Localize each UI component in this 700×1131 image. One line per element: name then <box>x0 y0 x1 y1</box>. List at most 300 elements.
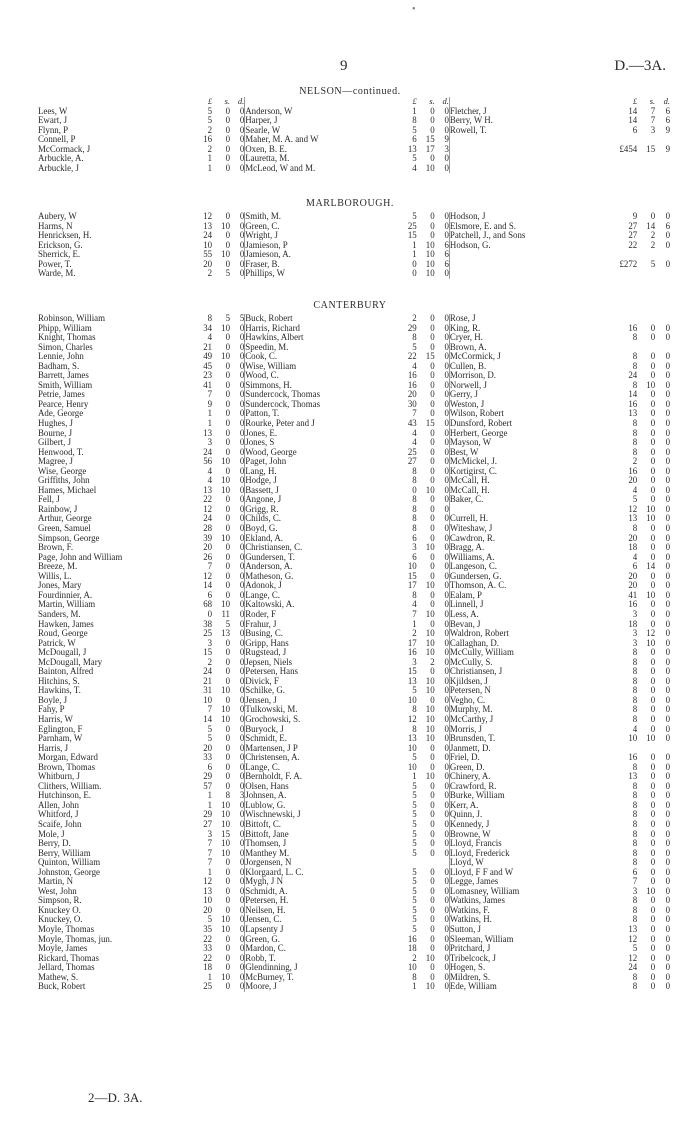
table-row <box>38 381 670 391</box>
amount-shillings: 0 <box>650 390 656 400</box>
amount-pounds: 25 <box>407 447 417 457</box>
payee-name: Cullen, B. <box>449 361 487 371</box>
payee-name: Jones, Mary <box>38 581 82 591</box>
amount-pence: 0 <box>230 553 245 563</box>
payee-name: Speedin, M. <box>245 342 289 352</box>
amount-shillings: 0 <box>225 447 230 457</box>
amount-pounds: 7 <box>207 390 213 400</box>
payee-name: Roud, George <box>38 629 88 639</box>
payee-name: Hodge, J <box>245 476 277 486</box>
amount-shillings: 0 <box>430 944 435 954</box>
payee-name: Ekland, A. <box>245 533 283 543</box>
payee-name: Lees, W <box>38 106 68 116</box>
amount-shillings: 0 <box>430 848 435 858</box>
payee-name: Wise, George <box>38 466 87 476</box>
amount-pence: 0 <box>230 145 245 155</box>
amount-shillings: 10 <box>425 581 435 591</box>
amount-shillings: 0 <box>225 753 230 763</box>
amount-pounds: 4 <box>412 163 417 173</box>
amount-shillings: 0 <box>650 829 656 839</box>
payee-name: Petersen, N <box>449 686 491 696</box>
payee-name: Brunsden, T. <box>449 734 496 744</box>
amount-pence: 0 <box>230 486 245 496</box>
amount-pounds: 5 <box>412 753 417 763</box>
payee-name: Glendinning, J <box>245 963 298 973</box>
amount-shillings: 0 <box>430 743 435 753</box>
amount-shillings: 10 <box>425 686 435 696</box>
amount-pence: 0 <box>230 107 245 117</box>
amount-pence <box>655 250 670 260</box>
amount-pence: 0 <box>665 667 670 677</box>
payee-name: Maher, M. A. and W <box>245 135 319 145</box>
amount-pence: 0 <box>665 361 670 371</box>
amount-pounds: 3 <box>412 657 417 667</box>
amount-pence: 0 <box>435 543 450 553</box>
amount-pounds: 8 <box>412 724 417 734</box>
amount-pence: 0 <box>665 657 670 667</box>
currency-header: d. <box>435 97 450 107</box>
amount-pence: 0 <box>435 877 450 887</box>
amount-pence: 0 <box>230 629 245 639</box>
payee-name: Lloyd, Frederick <box>449 848 510 858</box>
amount-shillings: 0 <box>650 686 656 696</box>
payee-name: Weston, J <box>449 399 485 409</box>
payee-name: Eglington, F <box>38 724 83 734</box>
amount-shillings: 0 <box>225 543 230 553</box>
amount-pounds: 55 <box>203 250 213 260</box>
payee-name: Harper, J <box>245 116 278 126</box>
amount-pence: 0 <box>230 648 245 658</box>
payee-name: Lang, H. <box>245 466 277 476</box>
table-row <box>38 324 670 334</box>
amount-pence: 6 <box>435 250 450 260</box>
amount-pounds: 8 <box>632 648 638 658</box>
amount-pence <box>655 135 670 145</box>
payee-name: McCormack, J <box>38 144 91 154</box>
amount-shillings: 0 <box>650 476 656 486</box>
payee-name: Frahur, J <box>245 619 277 629</box>
amount-pounds: 8 <box>632 447 638 457</box>
table-row <box>38 371 670 381</box>
payee-name: Buryock, J <box>245 724 284 734</box>
amount-shillings: 10 <box>425 714 435 724</box>
amount-pounds: 8 <box>632 972 638 982</box>
amount-pounds: 18 <box>407 944 417 954</box>
amount-pounds: 22 <box>203 495 213 505</box>
amount-pounds: 16 <box>628 600 638 610</box>
amount-pounds: 24 <box>628 371 638 381</box>
amount-pence: 6 <box>435 241 450 251</box>
payee-name: Jones, S <box>245 438 275 448</box>
amount-pence: 0 <box>230 820 245 830</box>
amount-pence: 0 <box>435 572 450 582</box>
amount-shillings: 0 <box>650 781 656 791</box>
table-row <box>38 896 670 906</box>
amount-shillings: 0 <box>225 163 230 173</box>
amount-shillings: 0 <box>225 125 230 135</box>
payee-name: Ade, George <box>38 409 84 419</box>
amount-pence: 9 <box>665 144 670 154</box>
table-row <box>38 791 670 801</box>
amount-pounds: 1 <box>207 791 213 801</box>
amount-pence: 0 <box>230 534 245 544</box>
print-mark: • <box>412 4 416 15</box>
amount-pence: 0 <box>435 164 450 174</box>
amount-pounds: 7 <box>207 562 213 572</box>
payee-name: Bourne, J <box>38 428 73 438</box>
amount-pounds: 10 <box>628 734 638 744</box>
amount-shillings: 0 <box>430 886 435 896</box>
payee-name: Hutchinson, E. <box>38 791 91 801</box>
amount-pence: 0 <box>230 801 245 811</box>
payee-name: Sundercock, Thomas <box>245 390 321 400</box>
payee-name: Phillips, W <box>245 269 286 279</box>
payee-name: Watkins, James <box>449 896 505 906</box>
table-row <box>38 954 670 964</box>
amount-pence: 0 <box>230 352 245 362</box>
amount-pence: 0 <box>665 944 670 954</box>
payee-name: Browne, W <box>449 829 491 839</box>
payee-name: Clithers, William. <box>38 781 102 791</box>
page-footer: 2—D. 3A. <box>88 1090 143 1105</box>
amount-pence: 0 <box>665 571 670 581</box>
table-row <box>38 801 670 811</box>
amount-pence: 0 <box>435 763 450 773</box>
amount-pounds: 41 <box>628 590 638 600</box>
payee-name: Bernholdt, F. A. <box>245 772 302 782</box>
amount-pounds: 25 <box>203 982 213 992</box>
table-row <box>38 495 670 505</box>
amount-shillings: 0 <box>225 743 230 753</box>
payee-name: Johnsen, A. <box>245 791 287 801</box>
payee-name: Berry, William <box>38 848 91 858</box>
amount-pence: 0 <box>435 648 450 658</box>
amount-pounds: 1 <box>412 772 417 782</box>
payee-name: Boyd, G. <box>245 524 278 534</box>
amount-pence: 0 <box>665 800 670 810</box>
amount-pounds: 1 <box>207 409 213 419</box>
amount-pence: 0 <box>230 212 245 222</box>
amount-shillings: 0 <box>225 953 230 963</box>
section-title-canterbury: CANTERBURY <box>313 300 387 311</box>
amount-pounds: 8 <box>632 428 638 438</box>
payee-name: Adonok, J <box>245 581 282 591</box>
amount-pence: 0 <box>435 400 450 410</box>
table-row <box>38 705 670 715</box>
payee-name: Williams, A. <box>449 552 495 562</box>
amount-shillings: 0 <box>650 676 656 686</box>
payee-name: Arbuckle, A. <box>38 154 84 164</box>
table-row <box>38 935 670 945</box>
amount-pence: 0 <box>230 381 245 391</box>
amount-pence: 0 <box>230 887 245 897</box>
amount-pence: 0 <box>665 466 670 476</box>
amount-shillings: 0 <box>430 447 435 457</box>
amount-shillings: 0 <box>225 524 230 534</box>
payee-name: King, R. <box>449 323 481 333</box>
amount-pence: 0 <box>435 667 450 677</box>
amount-pence: 0 <box>230 409 245 419</box>
payee-name: Ealam, P <box>449 590 482 600</box>
amount-shillings: 0 <box>650 877 656 887</box>
amount-shillings: 0 <box>650 533 656 543</box>
amount-shillings: 0 <box>430 800 435 810</box>
payee-name: Grochowski, S. <box>245 714 301 724</box>
amount-shillings: 8 <box>225 791 230 801</box>
payee-name: Lloyd, Francis <box>449 839 502 849</box>
amount-pence: 0 <box>665 409 670 419</box>
amount-pence: 0 <box>665 390 670 400</box>
amount-pence: 0 <box>665 619 670 629</box>
amount-pence: 0 <box>230 231 245 241</box>
payee-name: Best, W <box>449 447 479 457</box>
payee-name: Hitchins, S. <box>38 676 80 686</box>
amount-pence: 0 <box>435 448 450 458</box>
amount-pence: 0 <box>435 753 450 763</box>
amount-pounds: 4 <box>412 361 417 371</box>
table-row <box>38 620 670 630</box>
amount-pence: 0 <box>665 972 670 982</box>
amount-pounds: 5 <box>207 724 213 734</box>
payee-name: Cryer, H. <box>449 333 483 343</box>
payee-name: Kjildsen, J <box>449 676 488 686</box>
amount-pounds: 5 <box>632 944 638 954</box>
amount-pence: 0 <box>435 324 450 334</box>
amount-pence: 0 <box>665 676 670 686</box>
amount-pounds: 15 <box>407 231 417 241</box>
amount-pence: 0 <box>435 562 450 572</box>
payee-name: Brown, Thomas <box>38 762 96 772</box>
payee-name: Paget, John <box>245 457 287 467</box>
amount-shillings: 10 <box>425 705 435 715</box>
amount-pounds: 13 <box>203 221 213 231</box>
amount-pounds: 8 <box>632 781 638 791</box>
payee-name: Searle, W <box>245 125 281 135</box>
payee-name: Phipp, William <box>38 323 92 333</box>
amount-pence: 0 <box>230 658 245 668</box>
amount-pounds: 41 <box>203 380 213 390</box>
currency-header: £ <box>412 97 417 106</box>
amount-pounds: 12 <box>628 934 638 944</box>
amount-shillings: 0 <box>430 212 435 221</box>
amount-shillings: 3 <box>650 125 656 135</box>
amount-shillings: 0 <box>225 858 230 868</box>
amount-shillings: 10 <box>425 250 435 260</box>
amount-pounds: 10 <box>407 743 417 753</box>
table-row <box>38 514 670 524</box>
amount-pounds: 5 <box>207 734 213 744</box>
amount-shillings: 0 <box>430 915 435 925</box>
amount-shillings: 0 <box>225 590 230 600</box>
amount-shillings: 0 <box>650 609 656 619</box>
amount-shillings: 0 <box>430 314 435 323</box>
amount-pounds: 8 <box>632 800 638 810</box>
amount-pence: 0 <box>665 896 670 906</box>
amount-pounds: 14 <box>628 106 638 116</box>
amount-pence: 0 <box>230 772 245 782</box>
amount-pence: 0 <box>435 849 450 859</box>
amount-shillings: 0 <box>225 905 230 915</box>
amount-pounds: 10 <box>407 562 417 572</box>
payee-name: Rourke, Peter and J <box>245 419 315 429</box>
payee-name: Mole, J <box>38 829 65 839</box>
amount-shillings: 0 <box>225 428 230 438</box>
payee-name: Mildren, S. <box>449 972 491 982</box>
amount-shillings: 5 <box>225 619 230 629</box>
amount-pounds: 5 <box>412 686 417 696</box>
amount-pounds: 20 <box>203 743 213 753</box>
payee-name: Pritchard, J <box>449 944 491 954</box>
currency-header: s. <box>429 97 435 106</box>
amount-shillings: 0 <box>225 724 230 734</box>
amount-pounds: 24 <box>203 514 213 524</box>
amount-shillings: 0 <box>650 762 656 772</box>
amount-pounds: 12 <box>628 504 638 514</box>
amount-pence: 0 <box>435 658 450 668</box>
amount-pence: 0 <box>435 524 450 534</box>
payee-name: Mygh, J N <box>245 877 283 887</box>
amount-shillings: 0 <box>650 524 656 534</box>
table-row <box>38 476 670 486</box>
amount-shillings: 0 <box>225 648 230 658</box>
amount-pence: 0 <box>665 686 670 696</box>
amount-pounds: 2 <box>412 629 417 639</box>
amount-shillings: 0 <box>430 667 435 677</box>
amount-shillings: 0 <box>650 571 656 581</box>
amount-shillings: 11 <box>221 609 230 619</box>
marlborough-table <box>38 212 670 279</box>
payee-name: Currell, H. <box>449 514 489 524</box>
amount-pounds: 27 <box>628 231 638 241</box>
amount-shillings: 0 <box>225 657 230 667</box>
payee-name: Scaife, John <box>38 819 82 829</box>
amount-pence: 0 <box>665 371 670 381</box>
amount-shillings: 10 <box>221 686 230 696</box>
amount-shillings: 0 <box>430 323 435 333</box>
payee-name: Hames, Michael <box>38 485 97 495</box>
amount-pence: 0 <box>665 428 670 438</box>
payee-name: Harms, N <box>38 221 73 231</box>
amount-shillings: 0 <box>225 240 230 250</box>
amount-pounds: 6 <box>412 533 417 543</box>
amount-pence: 0 <box>435 222 450 232</box>
amount-shillings: 0 <box>650 982 656 992</box>
amount-pence: 0 <box>665 695 670 705</box>
amount-shillings: 0 <box>650 934 656 944</box>
table-row <box>38 429 670 439</box>
amount-pence <box>655 154 670 164</box>
amount-pence: 0 <box>230 543 245 553</box>
table-row <box>38 135 670 145</box>
amount-shillings <box>637 314 655 324</box>
payee-name: Manthey M. <box>245 848 290 858</box>
payee-name <box>449 260 607 270</box>
amount-shillings: 0 <box>225 466 230 476</box>
amount-shillings: 10 <box>221 839 230 849</box>
amount-pounds: 2 <box>412 314 417 323</box>
payee-name: Barrett, James <box>38 371 89 381</box>
amount-pounds: 14 <box>628 390 638 400</box>
amount-pence: 0 <box>230 686 245 696</box>
amount-shillings <box>637 250 655 260</box>
amount-pounds: 16 <box>407 380 417 390</box>
amount-pence: 0 <box>665 514 670 524</box>
amount-pounds: 8 <box>632 380 638 390</box>
amount-shillings: 5 <box>650 259 656 269</box>
payee-name: Friel, D. <box>449 753 480 763</box>
amount-pounds: 5 <box>412 925 417 934</box>
amount-pence: 0 <box>435 419 450 429</box>
payee-name: Badham, S. <box>38 361 80 371</box>
payee-name: McDougall, J <box>38 648 87 658</box>
amount-pounds: 22 <box>407 352 417 362</box>
amount-pounds: 12 <box>628 953 638 963</box>
amount-pence: 0 <box>230 877 245 887</box>
table-row <box>38 562 670 572</box>
amount-pence: 0 <box>435 116 450 126</box>
payee-name: McCully, William <box>449 648 514 658</box>
payee-name: Johnston, George <box>38 867 100 877</box>
amount-pounds: 7 <box>207 848 213 858</box>
amount-pounds: 7 <box>207 839 213 849</box>
amount-pounds: 3 <box>632 638 638 648</box>
payee-name: Thomsen, J <box>245 839 287 849</box>
payee-name: Jensen, J <box>245 695 277 705</box>
amount-shillings: 0 <box>430 810 435 820</box>
payee-name: Brown, F. <box>38 543 74 553</box>
amount-pence: 0 <box>665 858 670 868</box>
amount-pence: 0 <box>665 982 670 992</box>
payee-name: Lapsenty J <box>245 925 284 934</box>
payee-name: Linnell, J <box>449 600 484 610</box>
payee-name: Knuckey, O. <box>38 915 83 925</box>
amount-shillings: 0 <box>650 724 656 734</box>
amount-shillings: 0 <box>225 504 230 514</box>
payee-name: Mardon, C. <box>245 944 286 954</box>
amount-shillings: 0 <box>650 552 656 562</box>
currency-header: £ <box>632 97 638 106</box>
amount-shillings: 10 <box>221 810 230 820</box>
amount-shillings: 10 <box>646 638 656 648</box>
amount-pounds: 8 <box>632 829 638 839</box>
payee-name: Berry, W H. <box>449 116 493 126</box>
amount-pounds: 28 <box>203 524 213 534</box>
payee-name: Dunsford, Robert <box>449 419 513 429</box>
payee-name: Sutton, J <box>449 925 481 934</box>
payee-name: Lauretta, M. <box>245 154 290 164</box>
payee-name: Smith, William <box>38 380 93 390</box>
amount-pence: 0 <box>230 448 245 458</box>
amount-pounds: 25 <box>407 221 417 231</box>
amount-pence <box>655 269 670 279</box>
payee-name: Knight, Thomas <box>38 333 96 343</box>
amount-pence: 0 <box>435 212 450 222</box>
amount-pounds: 18 <box>628 543 638 553</box>
payee-name: Hogen, S. <box>449 963 486 973</box>
amount-pence: 0 <box>665 240 670 250</box>
amount-shillings: 0 <box>430 896 435 906</box>
payee-name: Moyle, James <box>38 944 88 954</box>
amount-pounds: 5 <box>412 810 417 820</box>
amount-pounds: 8 <box>632 705 638 715</box>
amount-pounds: 8 <box>632 858 638 868</box>
payee-name: Legge, James <box>449 877 499 887</box>
payee-name: Kortigirst, C. <box>449 466 498 476</box>
amount-pounds: 1 <box>412 982 417 992</box>
payee-name: Ewart, J <box>38 116 68 126</box>
amount-shillings: 0 <box>650 963 656 973</box>
payee-name: Mayson, W <box>449 438 492 448</box>
